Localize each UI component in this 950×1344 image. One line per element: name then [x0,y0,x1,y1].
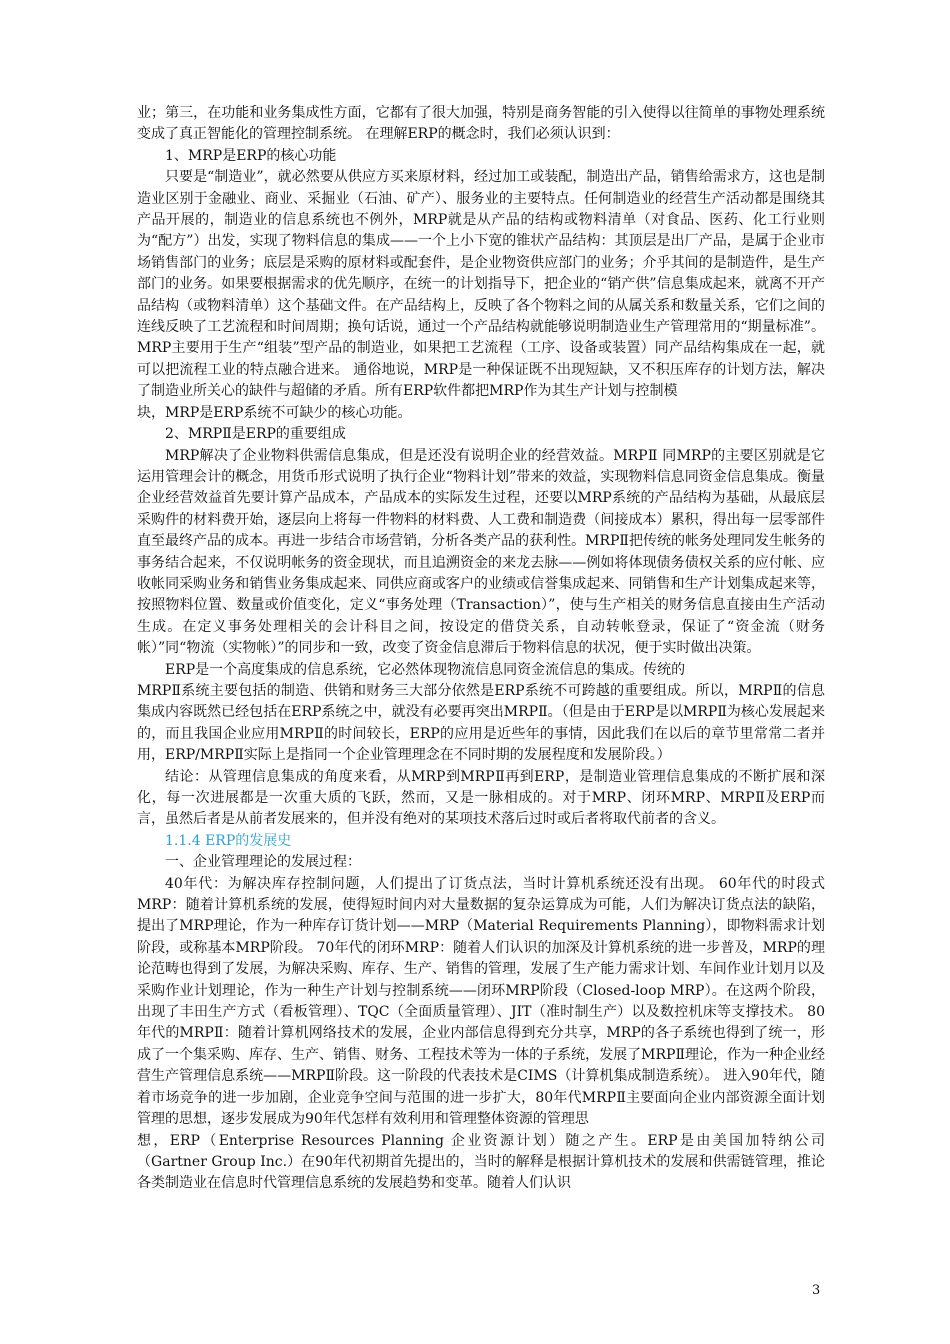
paragraph-mrp-core-end: 块，MRP是ERP系统不可缺少的核心功能。 [137,404,412,421]
heading-management-theory: 一、企业管理理论的发展过程： [165,854,361,871]
heading-mrp2-component: 2、MRPⅡ是ERP的重要组成 [165,426,346,443]
paragraph-erp-integration: ERP是一个高度集成的信息系统，它必然体现物流信息同资金流信息的集成。传统的 [165,661,686,678]
paragraph-erp-integration-cont: MRPⅡ系统主要包括的制造、供销和财务三大部分依然是ERP系统不可跨越的重要组成。所以，MRPⅡ的信息集成内容既然已经包括在ERP系统之中，就没有必要再突出MRPⅡ。（但是由于ERP是以MRPⅡ为核心发展起来的，而且我国企业应用MRPⅡ的时间较长，ERP的应用是近些年的事情，因此我们在以后的章节里常常二者并用，ERP/MRPⅡ实际上是指同一个企业管理理念在不同时期的发展程度和发展阶段。） [137,682,825,764]
paragraph-mrp-core: 只要是“制造业”，就必然要从供应方买来原材料，经过加工或装配，制造出产品，销售给需求方，这也是制造业区别于金融业、商业、采掘业（石油、矿产）、服务业的主要特点。任何制造业的经营生产活动都是围绕其产品开展的，制造业的信息系统也不例外，MRP就是从产品的结构或物料清单（对食品、医药、化工行业则为“配方”）出发，实现了物料信息的集成——一个上小下宽的锥状产品结构：其顶层是出厂产品，是属于企业市场销售部门的业务；底层是采购的原材料或配套件，是企业物资供应部门的业务；介乎其间的是制造件，是生产部门的业务。如果要根据需求的优先顺序，在统一的计划指导下，把企业的“销产供”信息集成起来，就离不开产品结构（或物料清单）这个基础文件。在产品结构上，反映了各个物料之间的从属关系和数量关系，它们之间的连线反映了工艺流程和时间周期；换句话说，通过一个产品结构就能够说明制造业生产管理常用的“期量标准”。MRP主要用于生产“组装”型产品的制造业，如果把工艺流程（工序、设备或装置）同产品结构集成在一起，就可以把流程工业的特点融合进来。 通俗地说，MRP是一种保证既不出现短缺，又不积压库存的计划方法，解决了制造业所关心的缺件与超储的矛盾。所有ERP软件都把MRP作为其生产计划与控制模 [137,169,825,400]
page-number: 3 [812,1283,821,1298]
document-body [137,103,825,1195]
paragraph-intro-continued: 业；第三，在功能和业务集成性方面，它都有了很大加强，特别是商务智能的引入使得以往简单的事物处理系统变成了真正智能化的管理控制系统。 在理解ERP的概念时，我们必须认识到： [137,105,825,143]
paragraph-history: 40年代：为解决库存控制问题，人们提出了订货点法，当时计算机系统还没有出现。 60年代的时段式MRP：随着计算机系统的发展，使得短时间内对大量数据的复杂运算成为可能，人们为解决订货点法的缺陷，提出了MRP理论，作为一种库存订货计划——MRP（Material Requirements Planning），即物料需求计划阶段，或称基本MRP阶段。 70年代的闭环MRP：随着人们认识的加深及计算机系统的进一步普及，MRP的理论范畴也得到了发展，为解决采购、库存、生产、销售的管理，发展了生产能力需求计划、车间作业计划月以及采购作业计划理论，作为一种生产计划与控制系统——闭环MRP阶段（Closed-loop MRP）。在这两个阶段，出现了丰田生产方式（看板管理）、TQC（全面质量管理）、JIT（准时制生产）以及数控机床等支撑技术。 80年代的MRPⅡ：随着计算机网络技术的发展，企业内部信息得到充分共享，MRP的各子系统也得到了统一，形成了一个集采购、库存、生产、销售、财务、工程技术等为一体的子系统，发展了MRPⅡ理论，作为一种企业经营生产管理信息系统——MRPⅡ阶段。这一阶段的代表技术是CIMS（计算机集成制造系统）。 进入90年代，随着市场竞争的进一步加剧，企业竞争空间与范围的进一步扩大，80年代MRPⅡ主要面向企业内部资源全面计划管理的思想，逐步发展成为90年代怎样有效利用和管理整体资源的管理思 [137,875,825,1128]
paragraph-history-cont: 想，ERP（Enterprise Resources Planning 企业资源计划）随之产生。ERP是由美国加特纳公司（Gartner Group Inc.）在90年代初期首先提出的，当时的解释是根据计算机技术的发展和供需链管理，推论各类制造业在信息时代管理信息系统的发展趋势和变革。随着人们认识 [137,1132,825,1192]
heading-mrp-core: 1、MRP是ERP的核心功能 [165,147,337,164]
paragraph-mrp2: MRP解决了企业物料供需信息集成，但是还没有说明企业的经营效益。MRPⅡ 同MRP的主要区别就是它运用管理会计的概念，用货币形式说明了执行企业“物料计划”带来的效益，实现物料信息同资金信息集成。衡量企业经营效益首先要计算产品成本，产品成本的实际发生过程，还要以MRP系统的产品结构为基础，从最底层采购件的材料费开始，逐层向上将每一件物料的材料费、人工费和制造费（间接成本）累积，得出每一层零部件直至最终产品的成本。再进一步结合市场营销，分析各类产品的获利性。MRPⅡ把传统的帐务处理同发生帐务的事务结合起来，不仅说明帐务的资金现状，而且追溯资金的来龙去脉——例如将体现债务债权关系的应付帐、应收帐同采购业务和销售业务集成起来、同供应商或客户的业绩或信誉集成起来、同销售和生产计划集成起来等，按照物料位置、数量或价值变化，定义“事务处理（Transaction）”，使与生产相关的财务信息直接由生产活动生成。在定义事务处理相关的会计科目之间，按设定的借贷关系，自动转帐登录，保证了“资金流（财务帐）”同“物流（实物帐）”的同步和一致，改变了资金信息滞后于物料信息的状况，便于实时做出决策。 [137,447,825,657]
section-heading-erp-history: 1.1.4 ERP的发展史 [165,832,292,849]
paragraph-conclusion: 结论：从管理信息集成的角度来看，从MRP到MRPⅡ再到ERP，是制造业管理信息集成的不断扩展和深化，每一次进展都是一次重大质的飞跃，然而，又是一脉相成的。对于MRP、闭环MRP、MRPⅡ及ERP而言，虽然后者是从前者发展来的，但并没有绝对的某项技术落后过时或后者将取代前者的含义。 [137,768,825,828]
